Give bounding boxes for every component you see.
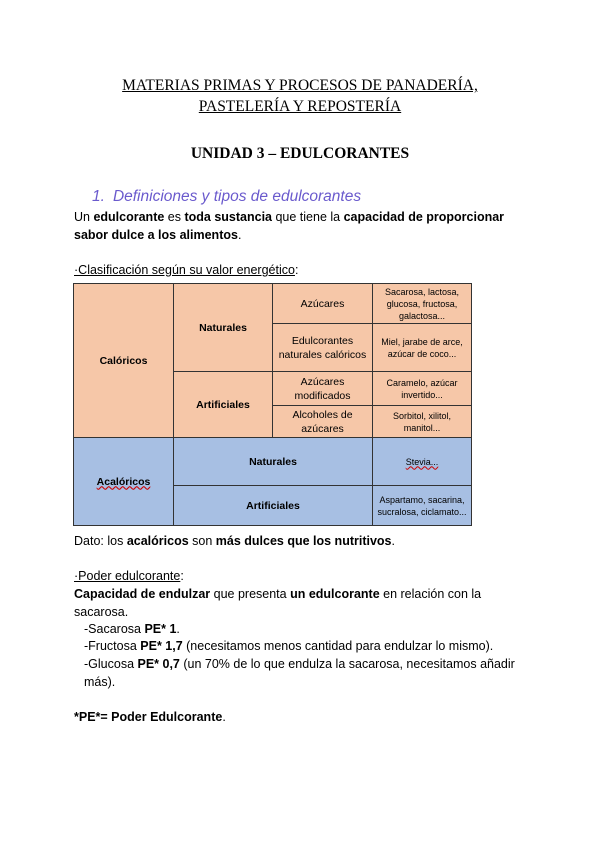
- section-number: 1.: [92, 188, 105, 205]
- cell-acaloricos: [74, 438, 174, 526]
- dato-text: son: [188, 534, 216, 548]
- item-text: -Sacarosa: [84, 622, 145, 636]
- def-bold: edulcorante: [93, 210, 165, 224]
- poder-text: que presenta: [210, 587, 291, 601]
- cell-acal-naturales: Naturales: [174, 438, 373, 486]
- list-item: [74, 620, 544, 638]
- cell-azucares-mod: Azúcares modificados: [273, 372, 373, 406]
- cell-alcoholes: Alcoholes de azúcares: [273, 406, 373, 438]
- section-title: Definiciones y tipos de edulcorantes: [112, 188, 362, 205]
- classification-table: [73, 283, 472, 526]
- def-text: que tiene la: [272, 210, 344, 224]
- cell-azucares-mod-items: Caramelo, azúcar invertido...: [373, 372, 472, 406]
- item-text: (un 70% de lo que endulza la sacarosa, necesitamos añadir más).: [84, 657, 515, 689]
- unit-title: UNIDAD 3 – EDULCORANTES: [190, 145, 410, 162]
- cell-acal-art-items: Aspartamo, sacarina, sucralosa, ciclamato...: [373, 486, 472, 526]
- cell-acal-artificiales: Artificiales: [174, 486, 373, 526]
- footnote-bold: *PE*= Poder Edulcorante: [74, 710, 223, 724]
- cell-cal-artificiales: Artificiales: [174, 372, 273, 438]
- dato-paragraph: [74, 532, 534, 550]
- dato-text: Dato: los: [74, 534, 127, 548]
- doc-title-line2: PASTELERÍA Y REPOSTERÍA: [198, 98, 402, 115]
- cell-azucares-items: Sacarosa, lactosa, glucosa, fructosa, galactosa...: [373, 284, 472, 324]
- footnote: [74, 708, 534, 726]
- cell-alcoholes-items: Sorbitol, xilitol, manitol...: [373, 406, 472, 438]
- item-text: -Glucosa: [84, 657, 138, 671]
- classification-label-text: ·Clasificación según su valor energético: [74, 263, 295, 277]
- poder-label: [74, 567, 534, 585]
- footnote-text: .: [222, 710, 226, 724]
- item-bold: PE* 1,7: [140, 639, 183, 653]
- acaloricos-text: Acalóricos: [96, 475, 151, 488]
- poder-bold: Capacidad de endulzar: [74, 587, 211, 601]
- cell-azucares: Azúcares: [273, 284, 373, 324]
- cell-acal-nat-items: [373, 438, 472, 486]
- cell-edulc-nat-items: Miel, jarabe de arce, azúcar de coco...: [373, 324, 472, 372]
- def-bold: capacidad de proporcionar sabor dulce a los alimentos: [74, 210, 505, 242]
- dato-bold: acalóricos: [126, 534, 189, 548]
- def-text: .: [237, 228, 242, 242]
- poder-text: en relación con la sacarosa.: [74, 587, 482, 619]
- cell-caloricos: Calóricos: [74, 284, 174, 438]
- doc-title-line1: MATERIAS PRIMAS Y PROCESOS DE PANADERÍA,: [122, 77, 478, 94]
- def-bold: toda sustancia: [184, 210, 272, 224]
- section-heading: [92, 188, 361, 206]
- colon: :: [294, 263, 299, 277]
- poder-label-text: ·Poder edulcorante: [74, 569, 181, 583]
- stevia-text: Stevia...: [405, 456, 439, 467]
- poder-definition: [74, 585, 534, 621]
- item-text: (necesitamos menos cantidad para endulzar lo mismo).: [182, 639, 494, 653]
- definition-paragraph: [74, 208, 534, 244]
- dato-text: .: [391, 534, 395, 548]
- colon: :: [180, 569, 184, 583]
- dato-bold: más dulces que los nutritivos: [215, 534, 392, 548]
- list-item: [74, 637, 544, 655]
- def-text: Un: [74, 210, 94, 224]
- cell-cal-naturales: Naturales: [174, 284, 273, 372]
- classification-label: [74, 261, 534, 279]
- item-text: .: [176, 622, 180, 636]
- list-item: [74, 655, 534, 691]
- cell-edulc-nat: Edulcorantes naturales calóricos: [273, 324, 373, 372]
- def-text: es: [164, 210, 185, 224]
- item-bold: PE* 0,7: [137, 657, 180, 671]
- item-text: -Fructosa: [84, 639, 141, 653]
- poder-bold: un edulcorante: [290, 587, 380, 601]
- item-bold: PE* 1: [144, 622, 177, 636]
